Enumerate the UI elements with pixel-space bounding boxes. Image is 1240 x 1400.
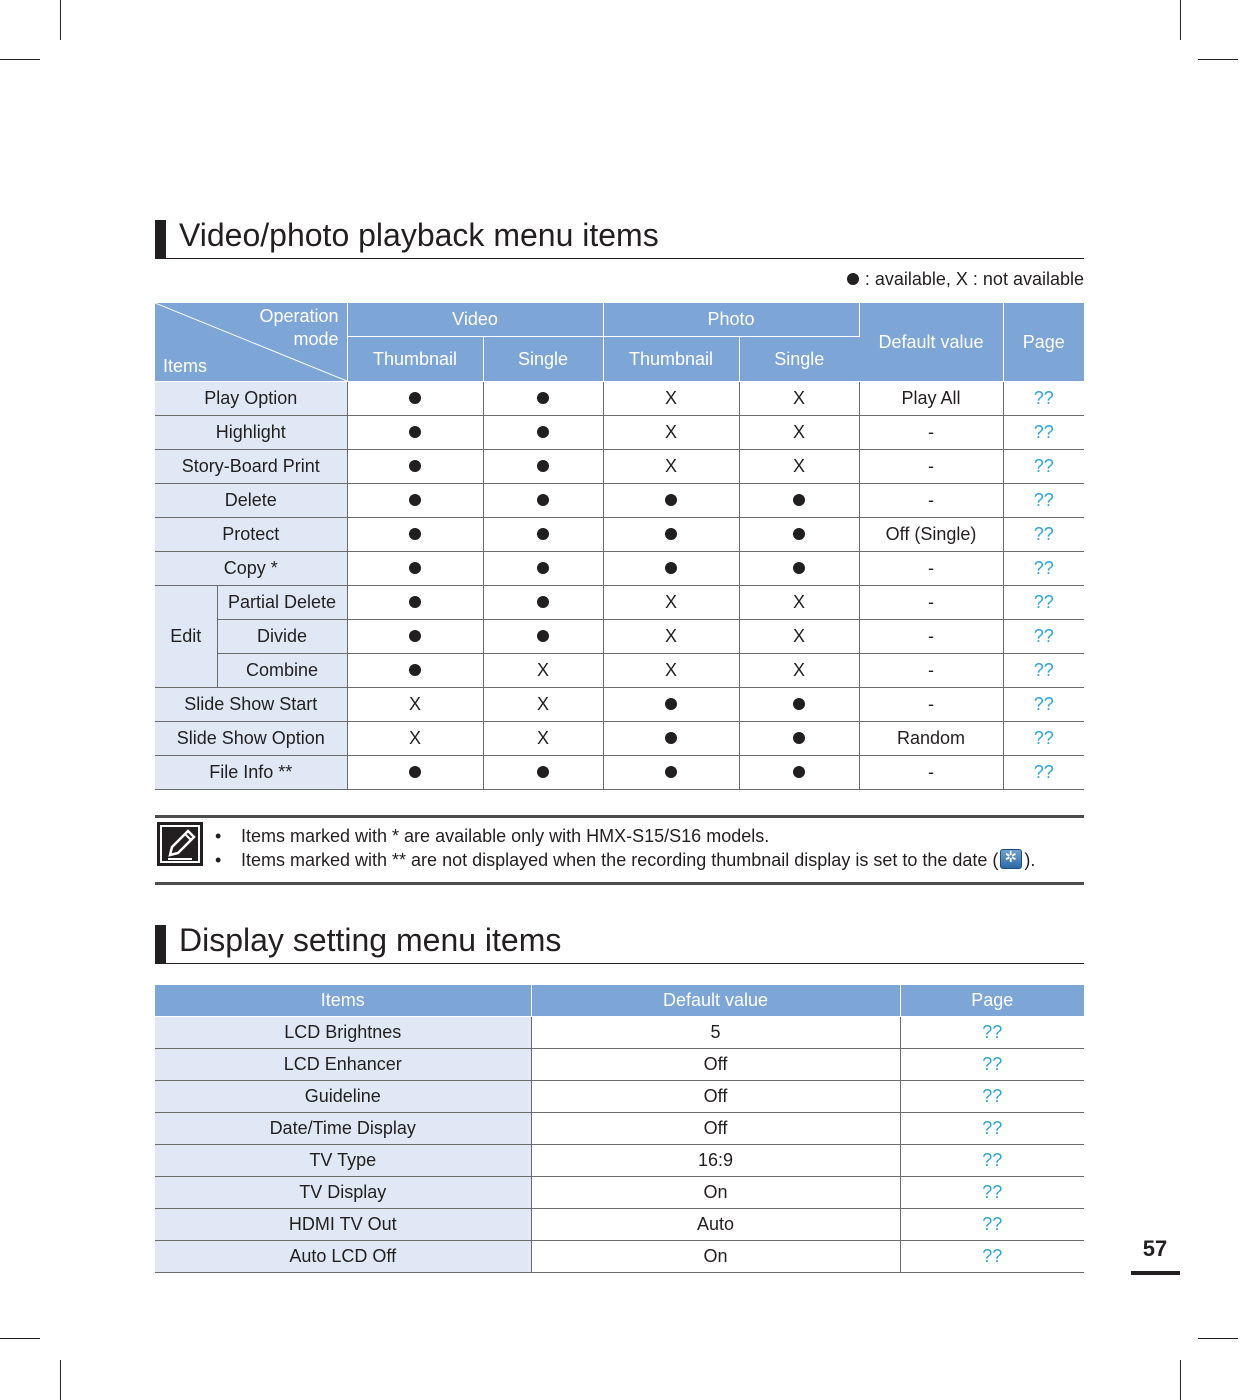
default-value: 5 [531,1017,900,1049]
availability-cell [739,484,859,518]
item-name: Combine [217,654,347,688]
item-name: File Info ** [155,756,347,790]
operation-mode-label [259,305,338,351]
operation-label: Operation [259,306,339,326]
available-dot-icon [665,698,677,710]
available-dot-icon [409,562,421,574]
availability-cell: X [739,450,859,484]
item-name: Guideline [155,1081,531,1113]
note-list [225,824,1035,872]
available-dot-icon [665,732,677,744]
table-row [155,1113,1084,1145]
availability-cell [739,518,859,552]
availability-cell [347,756,483,790]
crop-mark [1180,0,1181,40]
availability-cell [347,620,483,654]
availability-cell: X [483,722,603,756]
item-name: Divide [217,620,347,654]
page-reference: ?? [1003,382,1084,416]
available-dot-icon [537,528,549,540]
table-row [155,1049,1084,1081]
table-row [155,586,1084,620]
availability-cell [739,756,859,790]
availability-cell [603,484,739,518]
available-dot-icon [665,766,677,778]
display-menu-table [155,985,1084,1273]
availability-cell: X [603,450,739,484]
crop-mark [1180,1360,1181,1400]
mode-label: mode [293,329,339,349]
availability-cell [483,756,603,790]
table-row [155,722,1084,756]
default-value-header: Default value [531,985,900,1017]
availability-cell [483,484,603,518]
availability-cell [483,518,603,552]
page-reference: ?? [1003,518,1084,552]
table-row [155,688,1084,722]
item-name: Story-Board Print [155,450,347,484]
item-name: LCD Brightnes [155,1017,531,1049]
note-pencil-icon [157,822,203,866]
heading-bar [155,925,166,963]
item-name: Partial Delete [217,586,347,620]
availability-cell [347,484,483,518]
note-box [155,815,1084,885]
availability-cell [347,518,483,552]
availability-cell: X [603,654,739,688]
item-name: Date/Time Display [155,1113,531,1145]
available-dot-icon [537,596,549,608]
photo-thumbnail-header: Thumbnail [603,337,739,382]
page-reference: ?? [1003,416,1084,450]
photo-single-header: Single [739,337,859,382]
available-dot-icon [409,494,421,506]
page-reference: ?? [1003,450,1084,484]
available-dot-icon [409,426,421,438]
note-item [225,824,1035,848]
default-value: - [859,620,1003,654]
default-value: Random [859,722,1003,756]
default-value: Auto [531,1209,900,1241]
availability-cell [739,552,859,586]
availability-cell: X [603,382,739,416]
available-dot-icon [665,562,677,574]
page-reference: ?? [1003,552,1084,586]
available-dot-icon [793,494,805,506]
item-name: LCD Enhancer [155,1049,531,1081]
table-row [155,552,1084,586]
table-row [155,382,1084,416]
available-dot-icon [537,460,549,472]
page-reference: ?? [1003,654,1084,688]
available-dot-icon [409,664,421,676]
default-value: Play All [859,382,1003,416]
section-title: Display setting menu items [179,922,562,958]
page-reference: ?? [900,1081,1084,1113]
availability-cell: X [739,416,859,450]
availability-cell [347,552,483,586]
default-value: 16:9 [531,1145,900,1177]
crop-mark [0,1338,40,1339]
available-dot-icon [537,426,549,438]
crop-mark [1198,1338,1238,1339]
page-reference: ?? [900,1113,1084,1145]
available-dot-icon [409,630,421,642]
table-row [155,1209,1084,1241]
item-name: HDMI TV Out [155,1209,531,1241]
default-value: Off [531,1113,900,1145]
availability-cell [347,382,483,416]
page-number: 57 [1142,1236,1168,1261]
table-row [155,416,1084,450]
availability-cell [603,518,739,552]
note-text: Items marked with * are available only with HMX-S15/S16 models. [241,826,770,846]
available-dot-icon [537,630,549,642]
availability-cell [739,688,859,722]
page-reference: ?? [1003,722,1084,756]
availability-cell: X [603,586,739,620]
table-row [155,1017,1084,1049]
availability-cell [603,722,739,756]
default-value: - [859,756,1003,790]
items-label: Items [163,356,208,376]
date-view-icon [1000,849,1022,869]
default-value: Off (Single) [859,518,1003,552]
table-row [155,1145,1084,1177]
note-item [225,848,1035,872]
availability-cell [603,552,739,586]
availability-cell: X [347,688,483,722]
crop-mark [60,1360,61,1400]
section-heading-playback [155,218,1084,259]
available-dot-icon [793,562,805,574]
page-reference: ?? [1003,484,1084,518]
available-dot-icon [847,273,859,285]
availability-cell: X [483,688,603,722]
availability-cell [483,382,603,416]
note-suffix: ). [1024,850,1036,870]
default-value-header: Default value [859,303,1003,382]
availability-cell: X [739,620,859,654]
availability-cell [483,586,603,620]
default-value: - [859,688,1003,722]
default-value: Off [531,1049,900,1081]
available-dot-icon [409,596,421,608]
available-dot-icon [409,766,421,778]
video-header: Video [347,303,603,337]
item-name: TV Display [155,1177,531,1209]
page-reference: ?? [1003,620,1084,654]
availability-cell [483,552,603,586]
items-header: Items [155,985,531,1017]
default-value: - [859,450,1003,484]
item-name: Slide Show Option [155,722,347,756]
crop-mark [60,0,61,40]
default-value: - [859,586,1003,620]
default-value: - [859,654,1003,688]
table-row [155,756,1084,790]
crop-mark [1198,59,1238,60]
page-header: Page [900,985,1084,1017]
page-reference: ?? [900,1017,1084,1049]
photo-header: Photo [603,303,859,337]
available-dot-icon [537,562,549,574]
page-reference: ?? [1003,688,1084,722]
page-reference: ?? [900,1241,1084,1273]
item-name: Auto LCD Off [155,1241,531,1273]
availability-cell [347,416,483,450]
table-row [155,620,1084,654]
availability-cell [347,654,483,688]
section-heading-display [155,923,1084,964]
default-value: - [859,416,1003,450]
table-row [155,1241,1084,1273]
table-row [155,484,1084,518]
availability-cell: X [483,654,603,688]
item-name: Highlight [155,416,347,450]
playback-menu-table [155,303,1084,790]
video-thumbnail-header: Thumbnail [347,337,483,382]
section-title: Video/photo playback menu items [179,217,659,253]
crop-mark [0,59,40,60]
page-reference: ?? [900,1209,1084,1241]
page-reference: ?? [900,1049,1084,1081]
default-value: On [531,1241,900,1273]
table-row [155,1177,1084,1209]
page-reference: ?? [1003,756,1084,790]
available-dot-icon [537,392,549,404]
available-dot-icon [537,766,549,778]
group-label: Edit [155,586,217,688]
default-value: - [859,484,1003,518]
availability-cell [483,416,603,450]
page-reference: ?? [900,1177,1084,1209]
table-row [155,654,1084,688]
available-dot-icon [793,766,805,778]
default-value: Off [531,1081,900,1113]
available-dot-icon [793,528,805,540]
default-value: On [531,1177,900,1209]
video-single-header: Single [483,337,603,382]
available-dot-icon [793,698,805,710]
item-name: TV Type [155,1145,531,1177]
availability-cell: X [739,382,859,416]
available-dot-icon [665,528,677,540]
item-name: Slide Show Start [155,688,347,722]
availability-cell [347,586,483,620]
available-dot-icon [409,528,421,540]
availability-cell: X [603,416,739,450]
available-dot-icon [665,494,677,506]
availability-cell [483,450,603,484]
page-header: Page [1003,303,1084,382]
note-text: Items marked with ** are not displayed when the recording thumbnail display is set to the date ( [241,850,999,870]
available-dot-icon [537,494,549,506]
page-reference: ?? [1003,586,1084,620]
available-dot-icon [409,392,421,404]
availability-cell [603,756,739,790]
availability-cell [603,688,739,722]
table-row [155,518,1084,552]
availability-cell [483,620,603,654]
page-number-rule [1131,1271,1180,1275]
availability-cell [739,722,859,756]
availability-cell: X [603,620,739,654]
availability-cell [347,450,483,484]
availability-cell: X [739,586,859,620]
page-reference: ?? [900,1145,1084,1177]
table-row [155,1081,1084,1113]
availability-cell: X [347,722,483,756]
available-dot-icon [793,732,805,744]
item-name: Protect [155,518,347,552]
item-name: Play Option [155,382,347,416]
heading-bar [155,220,166,258]
table-row [155,450,1084,484]
availability-legend [847,269,1084,290]
availability-cell: X [739,654,859,688]
default-value: - [859,552,1003,586]
legend-text: : available, X : not available [864,269,1084,289]
item-name: Copy * [155,552,347,586]
corner-header [155,303,347,382]
item-name: Delete [155,484,347,518]
available-dot-icon [409,460,421,472]
